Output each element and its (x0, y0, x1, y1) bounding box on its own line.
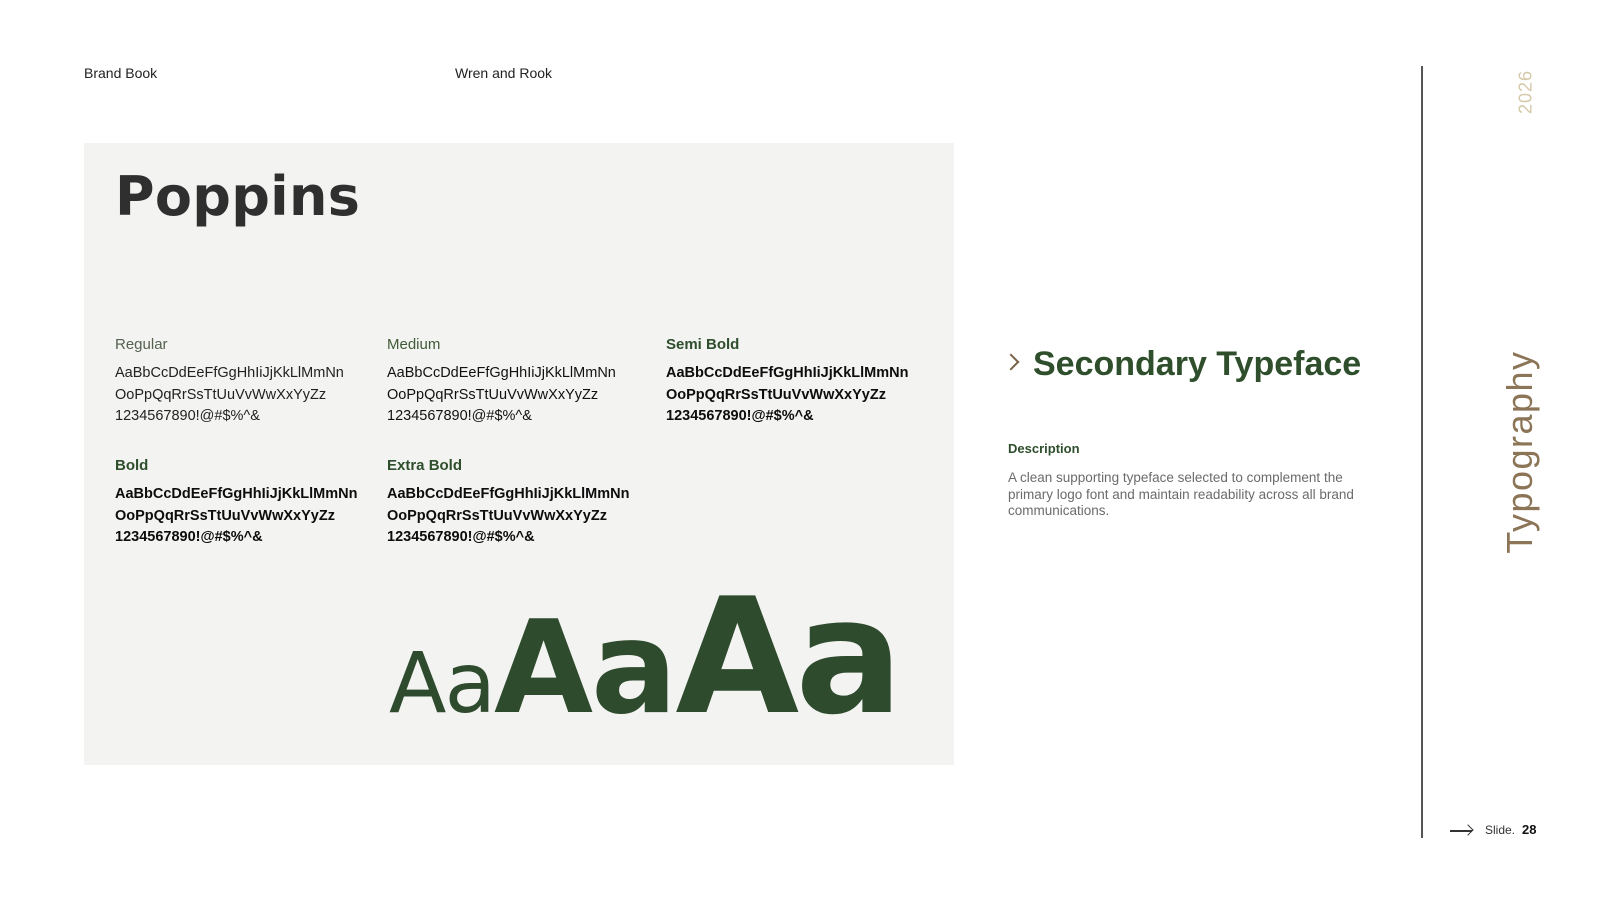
weight-label: Extra Bold (387, 457, 463, 474)
weight-sample-line: 1234567890!@#$%^& (115, 529, 263, 545)
weight-extra-bold (387, 457, 667, 549)
weight-sample-line: 1234567890!@#$%^& (666, 408, 814, 424)
section-title: Secondary Typeface (1033, 345, 1362, 383)
glyph-specimen-medium: Aa (493, 594, 676, 743)
weight-sample-line: OoPpQqRrSsTtUuVvWwXxYyZz (115, 507, 335, 524)
vertical-divider (1421, 66, 1423, 838)
slide-number: 28 (1522, 822, 1537, 837)
weight-sample-line: 1234567890!@#$%^& (115, 408, 260, 424)
font-specimen-card (84, 143, 954, 765)
weight-sample-line: 1234567890!@#$%^& (387, 529, 535, 545)
font-name-title: Poppins (115, 165, 361, 228)
arrow-right-icon[interactable] (1450, 830, 1472, 832)
weight-regular (115, 336, 395, 428)
weight-label: Regular (115, 336, 168, 353)
weight-bold (115, 457, 395, 549)
weight-label: Bold (115, 457, 149, 474)
glyph-specimen-small: Aa (389, 634, 494, 732)
weight-sample-line: OoPpQqRrSsTtUuVvWwXxYyZz (387, 507, 607, 524)
year-label: 2026 (1515, 69, 1536, 115)
weight-sample-line: AaBbCcDdEeFfGgHhIiJjKkLlMmNn (387, 365, 616, 381)
weight-label: Semi Bold (666, 336, 740, 353)
weight-sample-line: AaBbCcDdEeFfGgHhIiJjKkLlMmNn (666, 365, 909, 381)
weight-medium (387, 336, 667, 428)
description-label: Description (1008, 441, 1080, 456)
header-brand-book: Brand Book (84, 65, 158, 81)
weight-sample-line: 1234567890!@#$%^& (387, 408, 532, 424)
slide-footer (1450, 820, 1538, 842)
slide-label: Slide. (1485, 823, 1516, 837)
weight-sample-line: AaBbCcDdEeFfGgHhIiJjKkLlMmNn (115, 486, 358, 502)
chevron-right-icon (1003, 354, 1020, 371)
description-text: A clean supporting typeface selected to complement the primary logo font and maintain readability across all brand communications. (1008, 470, 1354, 518)
weight-sample-line: OoPpQqRrSsTtUuVvWwXxYyZz (115, 386, 327, 403)
weight-sample-line: AaBbCcDdEeFfGgHhIiJjKkLlMmNn (115, 365, 344, 381)
glyph-specimen-large: Aa (675, 563, 900, 750)
header-company-name: Wren and Rook (455, 65, 553, 81)
weight-sample-line: AaBbCcDdEeFfGgHhIiJjKkLlMmNn (387, 486, 630, 502)
weight-sample-line: OoPpQqRrSsTtUuVvWwXxYyZz (666, 386, 886, 403)
weight-sample-line: OoPpQqRrSsTtUuVvWwXxYyZz (387, 386, 599, 403)
chapter-title-vertical: Typography (1499, 350, 1540, 554)
weight-semi-bold (666, 336, 946, 428)
glyph-size-specimen (389, 563, 900, 750)
weight-label: Medium (387, 336, 441, 353)
